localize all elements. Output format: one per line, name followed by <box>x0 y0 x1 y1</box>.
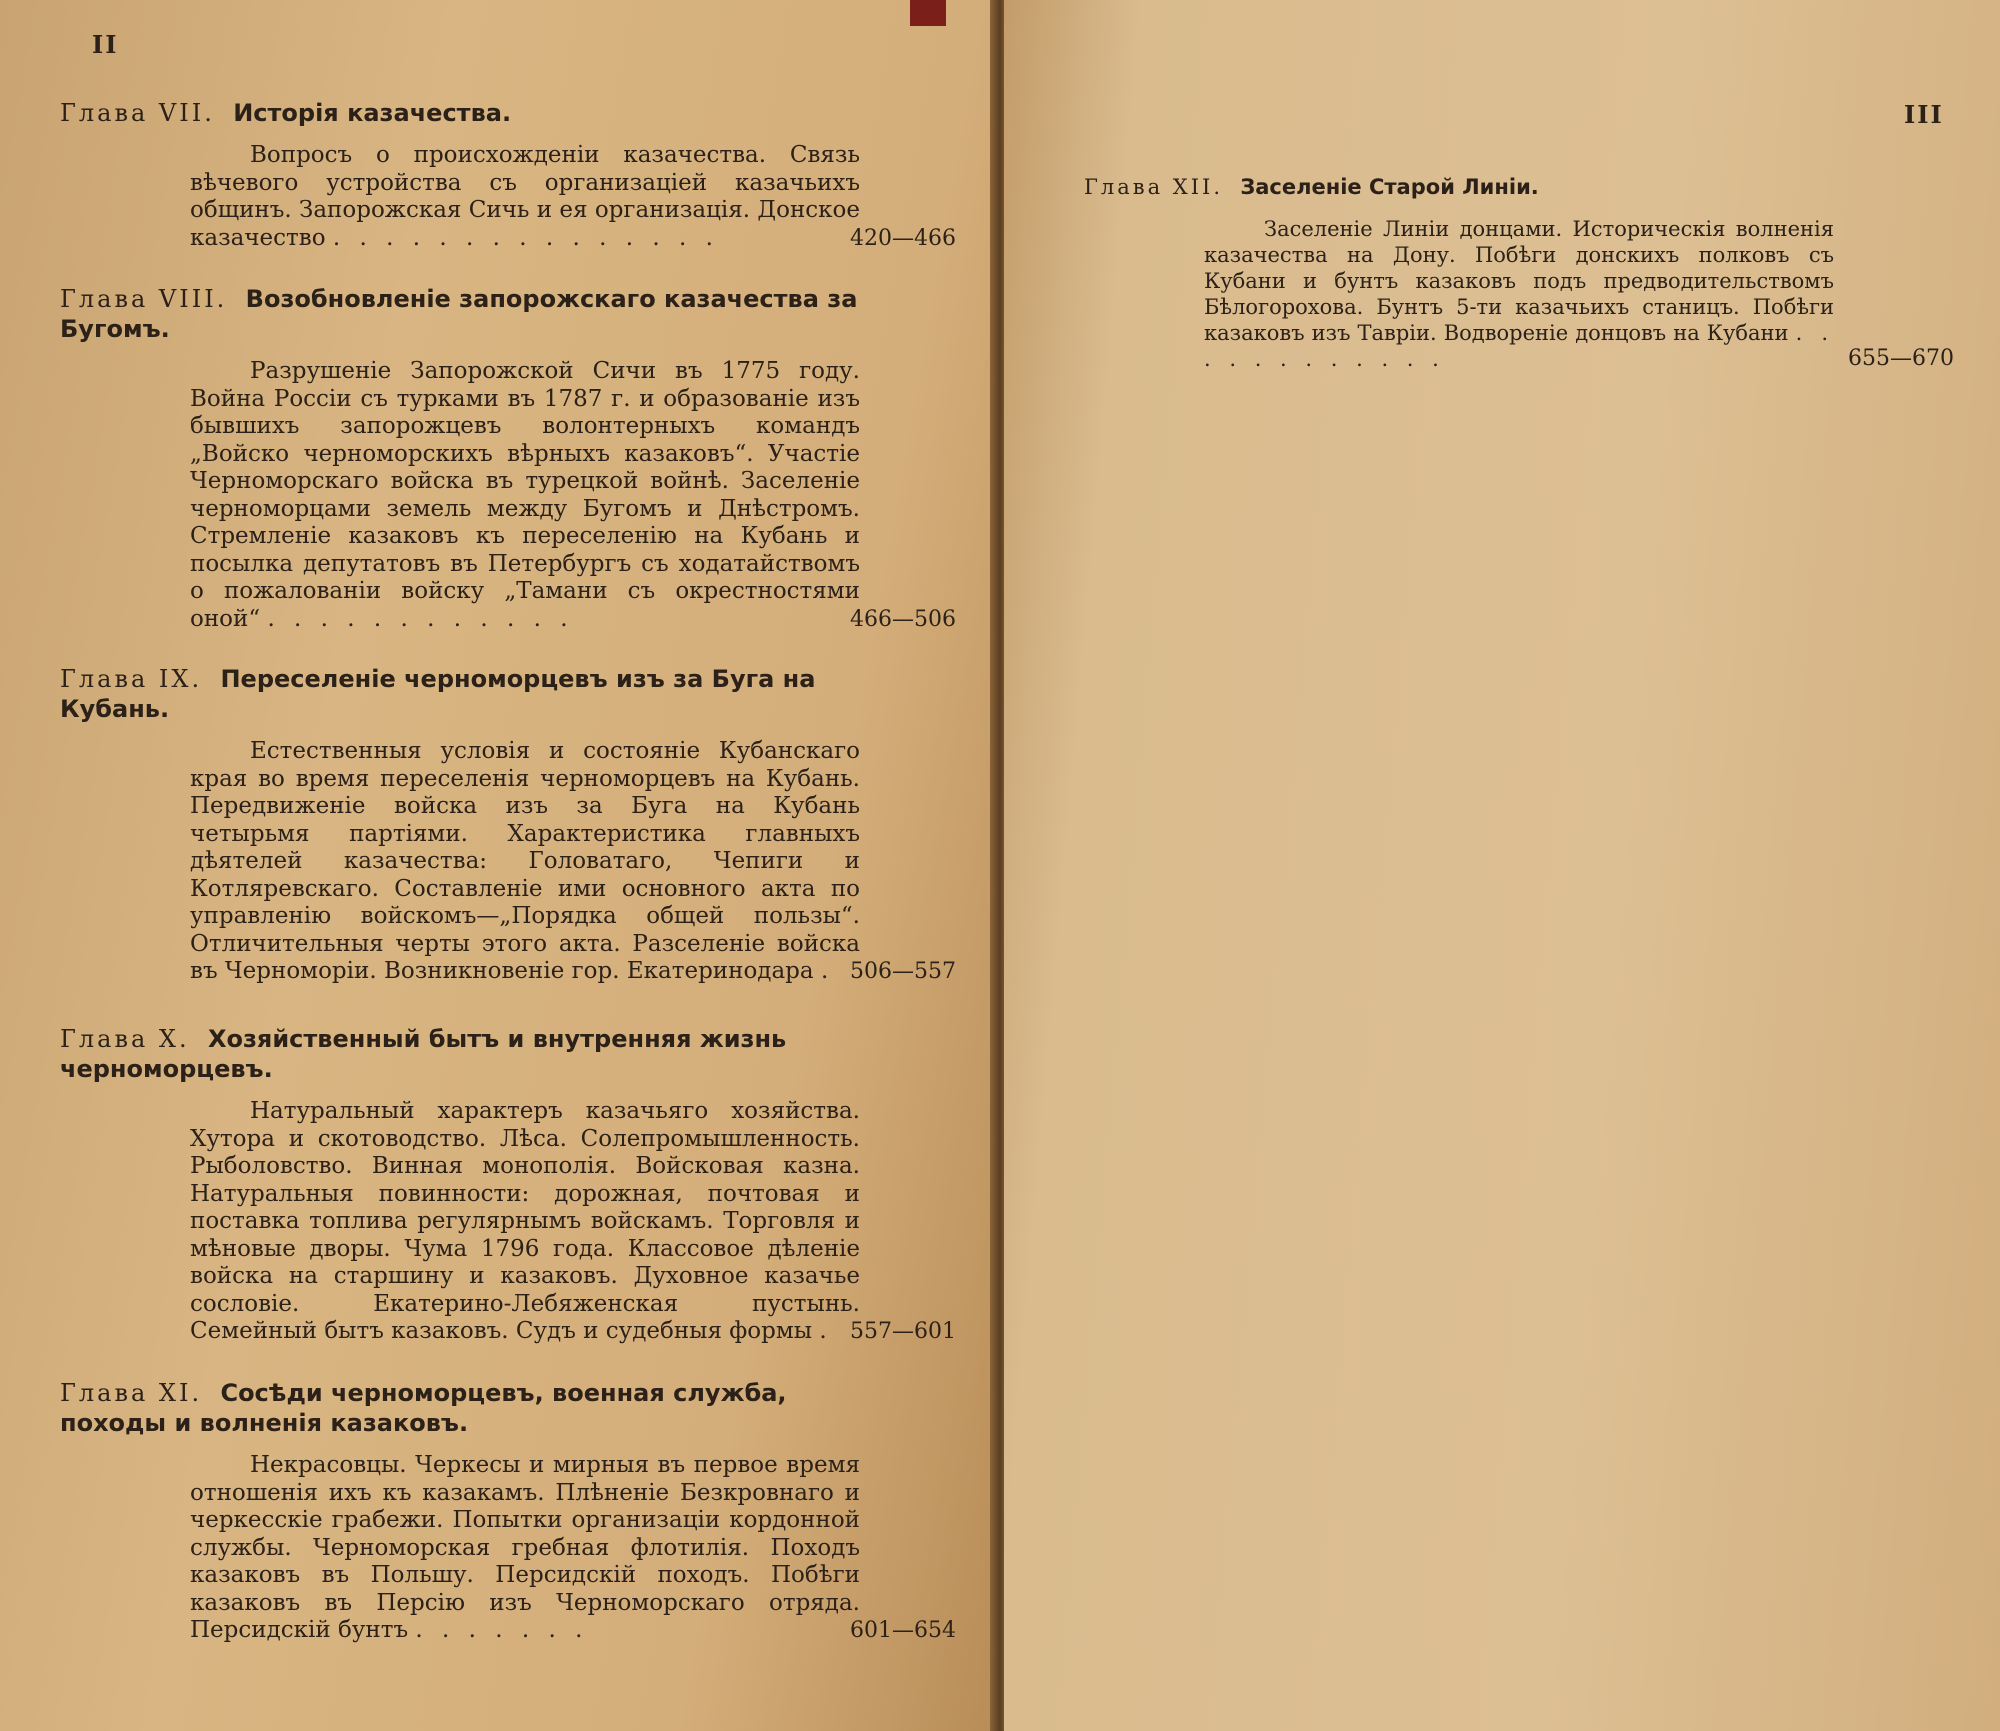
chapter-label: Глава VIII. <box>60 285 228 313</box>
chapter-heading <box>60 98 860 128</box>
chapter-heading <box>60 664 860 724</box>
page-range: 601—654 <box>850 1618 956 1643</box>
leader-dots: . . . . . . . . . . . . . . . <box>332 224 719 251</box>
page-range: 655—670 <box>1848 346 1954 371</box>
chapter-title: Хозяйственный бытъ и внутренняя жизнь черноморцевъ. <box>60 1025 787 1083</box>
chapter-heading <box>1084 172 1844 202</box>
leader-dots: . <box>819 1318 833 1344</box>
page-range: 420—466 <box>850 225 956 251</box>
chapter-label: Глава XII. <box>1084 175 1223 199</box>
chapter-label: Глава X. <box>60 1025 190 1053</box>
page-range: 506—557 <box>850 959 956 984</box>
chapter-heading <box>60 1378 860 1438</box>
chapter-summary <box>190 142 956 252</box>
page-range: 557—601 <box>850 1319 956 1344</box>
bookmark-ribbon <box>910 0 946 26</box>
chapter-title: Переселеніе черноморцевъ изъ за Буга на Кубань. <box>60 665 816 723</box>
summary-text: Заселеніе Линіи донцами. Историческія волненія казачества на Дону. Побѣги донскихъ полковъ съ Кубани и бунтъ казаковъ подъ предводительствомъ Бѣлогорохова. Бунтъ 5-ти казачьихъ станицъ. Побѣги казаковъ изъ Тавріи. Водвореніе донцовъ на Кубани <box>1204 217 1834 345</box>
right-page <box>1004 0 2000 1731</box>
leader-dots: . . . . . . . . . . . . <box>267 605 574 632</box>
leader-dots: . <box>820 958 835 984</box>
summary-text: Вопросъ о происхожденіи казачества. Связь вѣчевого устройства съ организаціей казачьихъ общинъ. Запорожская Сичь и ея организація. Донское казачество <box>190 142 860 251</box>
chapter-label: Глава XI. <box>60 1379 203 1407</box>
chapter-11 <box>60 1378 956 1645</box>
chapter-12 <box>1084 172 1954 372</box>
chapter-title: Возобновленіе запорожскаго казачества за Бугомъ. <box>60 285 858 343</box>
page-number-left: II <box>92 30 119 59</box>
chapter-summary <box>190 1452 956 1645</box>
page-range: 466—506 <box>850 606 956 632</box>
chapter-7 <box>60 98 956 252</box>
chapter-summary <box>190 738 956 986</box>
summary-text: Разрушеніе Запорожской Сичи въ 1775 году. Война Россіи съ турками въ 1787 г. и образованіе изъ бывшихъ запорожцевъ волонтерныхъ командъ „Войско черноморскихъ вѣрныхъ казаковъ“. Участіе Черноморскаго войска въ турецкой войнѣ. Заселеніе черноморцами земель между Бугомъ и Днѣстромъ. Стремленіе казаковъ къ переселенію на Кубань и посылка депутатовъ въ Петербургъ съ ходатайствомъ о пожалованіи войску „Тамани съ окрестностями оной“ <box>190 358 860 632</box>
chapter-label: Глава VII. <box>60 99 215 127</box>
summary-text: Некрасовцы. Черкесы и мирныя въ первое время отношенія ихъ къ казакамъ. Плѣненіе Безкровнаго и черкесскіе грабежи. Попытки организаціи кордонной службы. Черноморская гребная флотилія. Походъ казаковъ въ Польшу. Персидскій походъ. Побѣги казаковъ въ Персію изъ Черноморскаго отряда. Персидскій бунтъ <box>190 1452 860 1643</box>
chapter-title: Заселеніе Старой Линіи. <box>1240 175 1539 199</box>
chapter-label: Глава IX. <box>60 665 203 693</box>
chapter-heading <box>60 284 860 344</box>
chapter-10 <box>60 1024 956 1346</box>
chapter-title: Сосѣди черноморцевъ, военная служба, походы и волненія казаковъ. <box>60 1379 787 1437</box>
chapter-summary <box>1204 216 1954 372</box>
chapter-8 <box>60 284 956 633</box>
page-number-right: III <box>1904 100 1944 129</box>
chapter-title: Исторія казачества. <box>233 99 512 127</box>
leader-dots: . . . . . . . . . . . . <box>1204 321 1834 371</box>
leader-dots: . . . . . . . <box>415 1617 589 1643</box>
summary-text: Естественныя условія и состояніе Кубанскаго края во время переселенія черноморцевъ на Кубань. Передвиженіе войска изъ за Буга на Кубань четырьмя партіями. Характеристика главныхъ дѣятелей казачества: Головатаго, Чепиги и Котляревскаго. Составленіе ими основного акта по управленію войскомъ—„Порядка общей пользы“. Отличительныя черты этого акта. Разселеніе войска въ Черноморіи. Возникновеніе гор. Екатеринодара <box>190 738 860 984</box>
chapter-heading <box>60 1024 860 1084</box>
chapter-summary <box>190 358 956 633</box>
summary-text: Натуральный характеръ казачьяго хозяйства. Хутора и скотоводство. Лѣса. Солепромышленность. Рыболовство. Винная монополія. Войсковая казна. Натуральныя повинности: дорожная, почтовая и поставка топлива регулярнымъ войскамъ. Торговля и мѣновые дворы. Чума 1796 года. Классовое дѣленіе войска на старшину и казаковъ. Духовное казачье сословіе. Екатерино-Лебяженская пустынь. Семейный бытъ казаковъ. Судъ и судебныя формы <box>190 1098 860 1344</box>
chapter-9 <box>60 664 956 986</box>
chapter-summary <box>190 1098 956 1346</box>
